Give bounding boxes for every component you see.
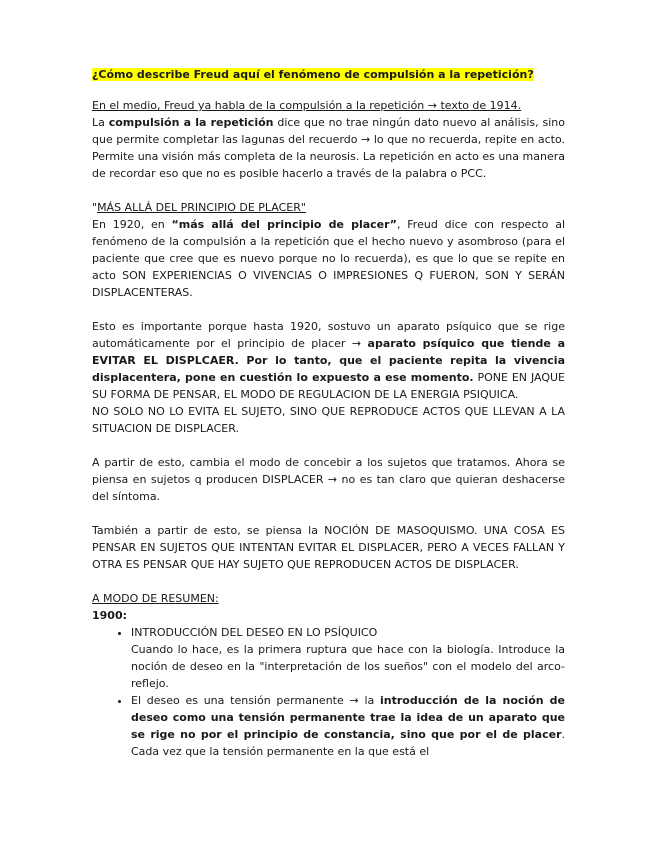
question-title [92,66,565,83]
placer-p1-text-2: , Freud dice con respecto al fenómeno de la compulsión a la repetición que el hecho nuevo y asombroso (para el paciente que cree que es nuevo porque no lo recuerda), es que lo que se repite en acto SON EXPERIENCIAS O VIVENCIAS O IMPRESIONES Q FUERON, SON Y SERÁN DISPLACENTERAS. [92,218,566,299]
intro-underlined-line: En el medio, Freud ya habla de la compulsión a la repetición → texto de 1914. [92,99,522,112]
bullet1-heading-line: INTRODUCCIÓN DEL DESEO EN LO PSÍQUICO [131,626,378,639]
intro-text-1: La [92,116,109,129]
placer-paragraph-3: A partir de esto, cambia el modo de concebir a los sujetos que tratamos. Ahora se piensa en sujetos q producen DISPLACER → no es tan claro que quieran deshacerse del síntoma. [92,456,565,503]
bullet2-text-1: El deseo es una tensión permanente → la [131,694,381,707]
placer-paragraph-4: También a partir de esto, se piensa la NOCIÓN DE MASOQUISMO. UNA COSA ES PENSAR EN SUJETOS QUE INTENTAN EVITAR EL DISPLACER, PERO A VECES FALLAN Y OTRA ES PENSAR QUE HAY SUJETO QUE REPRODUCEN ACTOS DE DISPLACER. [92,524,565,571]
section-heading-placer [92,199,565,216]
intro-paragraph [92,97,565,182]
bullet2-bold-text: introducción de la noción de deseo como una tensión permanente trae la idea de un aparato que se rige no por el principio de constancia, sino que por el de placer [131,694,565,741]
highlighted-question-text: ¿Cómo describe Freud aquí el fenómeno de compulsión a la repetición? [92,68,534,81]
bullet1-body-text: Cuando lo hace, es la primera ruptura que hace con la biología. Introduce la noción de deseo en la "interpretación de los sueños" con el modelo del arco-reflejo. [131,643,565,690]
placer-p2-text-1: Esto es importante porque hasta 1920, sostuvo un aparato psíquico que se rige automáticamente por el principio de placer → [92,320,565,350]
bullet2-text-2: . Cada vez que la tensión permanente en la que está el [131,728,565,758]
intro-text-2: dice que no trae ningún dato nuevo al análisis, sino que permite completar las lagunas del recuerdo → lo que no recuerda, repite en acto. Permite una visión más completa de la neurosis. La repetición en acto es una manera de recordar eso que no es posible hacerlo a través de la palabra o PCC. [92,116,565,180]
placer-p2-text-2: PONE EN JAQUE SU FORMA DE PENSAR, EL MODO DE REGULACION DE LA ENERGIA PSIQUICA. [92,371,565,401]
placer-p2-line-2: NO SOLO NO LO EVITA EL SUJETO, SINO QUE REPRODUCE ACTOS QUE LLEVAN A LA SITUACION DE DISPLACER. [92,405,565,435]
placer-paragraph-1 [92,216,565,301]
placer-p1-text-1: En 1920, en [92,218,172,231]
summary-bullet-1 [131,624,565,692]
heading-underlined-text: MÁS ALLÁ DEL PRINCIPIO DE PLACER" [97,201,306,214]
summary-bullet-2 [131,692,565,760]
intro-bold-text: compulsión a la repetición [108,116,274,129]
placer-paragraph-2 [92,318,565,437]
summary-bullet-list [92,624,565,760]
heading-open-quote: " [92,201,98,214]
placer-p2-bold-text: aparato psíquico que tiende a EVITAR EL DISPLCAER. Por lo tanto, que el paciente repita la vivencia displacentera, pone en cuestión lo expuesto a ese momento. [92,337,565,384]
placer-p1-bold-text: “más allá del principio de placer” [171,218,397,231]
summary-year-1900: 1900: [92,609,128,622]
summary-heading: A MODO DE RESUMEN: [92,592,219,605]
